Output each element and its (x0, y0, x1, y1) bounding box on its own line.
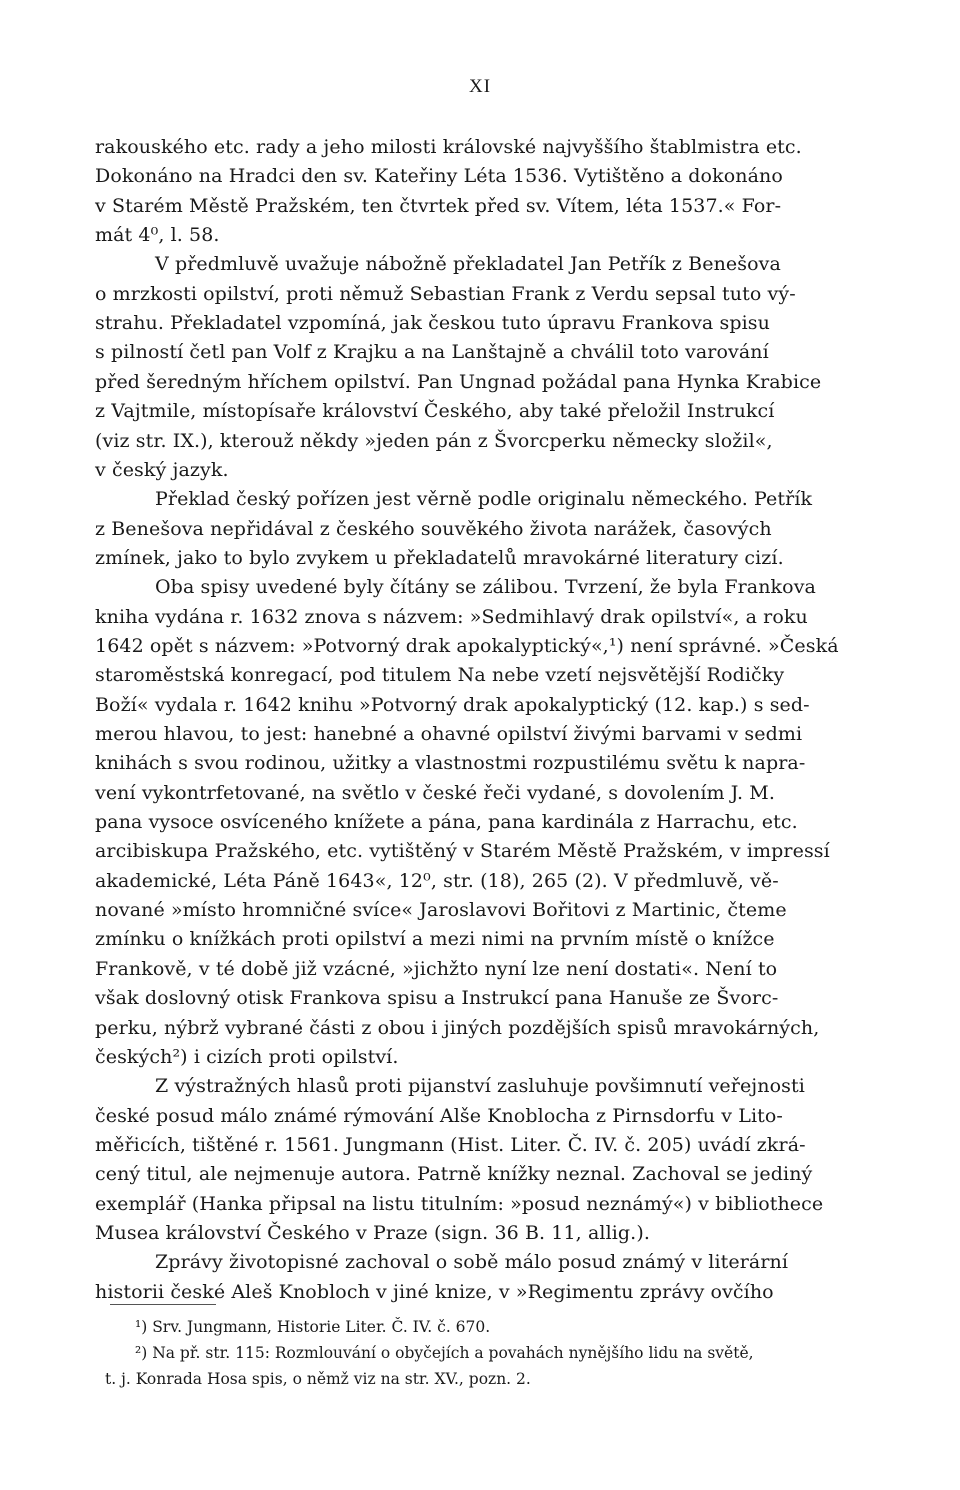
text-line: akademické, Léta Páně 1643«, 12⁰, str. (18), 265 (2). V předmluvě, vě- (95, 870, 779, 892)
text-line: cený titul, ale nejmenuje autora. Patrně knížky neznal. Zachoval se jediný (95, 1163, 813, 1185)
text-line: o mrzkosti opilství, proti němuž Sebastian Frank z Verdu sepsal tuto vý- (95, 283, 796, 305)
footnote-line: ²) Na př. str. 115: Rozmlouvání o obyčejích a povahách nynějšího lidu na světě, (135, 1344, 754, 1362)
text-line: zmínek, jako to bylo zvykem u překladatelů mravokárné literatury cizí. (95, 547, 784, 569)
text-line: knihách s svou rodinou, užitky a vlastnostmi rozpustilému světu k naprа- (95, 752, 806, 774)
text-line: vení vykontrfetované, na světlo v české řeči vydané, s dovolením J. M. (95, 782, 775, 804)
text-line: perku, nýbrž vybrané části z obou i jiných pozdějších spisů mravokárných, (95, 1017, 820, 1039)
text-line: exemplář (Hanka připsal na listu titulním: »posud neznámý«) v bibliothece (95, 1193, 824, 1215)
footnote-separator (110, 1304, 216, 1305)
text-line: Dokonáno na Hradci den sv. Kateřiny Léta 1536. Vytištěno a dokonáno (95, 165, 783, 187)
text-line: zmínku o knížkách proti opilství a mezi nimi na prvním místě o knížce (95, 928, 775, 950)
text-line: Frankově, v té době již vzácné, »jichžto nyní lze není dostati«. Není to (95, 958, 778, 980)
text-line: před šeredným hříchem opilství. Pan Ungnad požádal pana Hynka Krabice (95, 371, 822, 393)
text-line: V předmluvě uvažuje nábožně překladatel Jan Petřík z Benešova (155, 253, 781, 275)
text-line: měřicích, tištěné r. 1561. Jungmann (Hist. Liter. Č. IV. č. 205) uvádí zkrá- (95, 1134, 806, 1156)
text-line: Boží« vydala r. 1642 knihu »Potvorný drak apokalyptický (12. kap.) s sed- (95, 694, 810, 716)
text-line: české posud málo známé rýmování Alše Knoblocha z Pirnsdorfu v Lito- (95, 1105, 783, 1127)
footnote-line: ¹) Srv. Jungmann, Historie Liter. Č. IV. č. 670. (135, 1318, 491, 1336)
text-line: v Starém Městě Pražském, ten čtvrtek před sv. Vítem, léta 1537.« For- (95, 195, 782, 217)
text-line: rakouského etc. rady a jeho milosti královské najvyššího štablmistra etc. (95, 136, 802, 158)
text-line: z Benešova nepřidával z českého souvěkého života narážek, časových (95, 518, 772, 540)
text-line: s pilností četl pan Volf z Krajku a na Lanštajně a chválil toto varování (95, 341, 769, 363)
text-line: mát 4⁰, l. 58. (95, 224, 220, 246)
text-line: Oba spisy uvedené byly čítány se zálibou. Tvrzení, že byla Frankova (155, 576, 816, 598)
text-line: strahu. Překladatel vzpomíná, jak českou tuto úpravu Frankova spisu (95, 312, 770, 334)
text-line: pana vysoce osvíceného knížete a pána, pana kardinála z Harrachu, etc. (95, 811, 798, 833)
text-line: nované »místo hromničné svíce« Jaroslavovi Bořitovi z Martinic, čteme (95, 899, 787, 921)
text-line: však doslovný otisk Frankova spisu a Instrukcí pana Hanuše ze Švorc- (95, 987, 779, 1009)
text-line: historii české Aleš Knobloch v jiné knize, v »Regimentu zprávy ovčího (95, 1281, 774, 1303)
text-line: kniha vydána r. 1632 znova s názvem: »Sedmihlavý drak opilství«, a roku (95, 606, 808, 628)
text-line: Překlad český pořízen jest věrně podle originalu německého. Petřík (155, 488, 813, 510)
text-line: staroměstská konregací, pod titulem Na nebe vzetí nejsvětější Rodičky (95, 664, 785, 686)
text-line: Zprávy životopisné zachoval o sobě málo posud známý v literární (155, 1251, 789, 1273)
text-line: Musea království Českého v Praze (sign. 36 B. 11, allig.). (95, 1222, 650, 1244)
text-line: českých²) i cizích proti opilství. (95, 1046, 399, 1068)
page-number: XI (468, 76, 492, 97)
text-line: merou hlavou, to jest: hanebné a ohavné opilství živými barvami v sedmi (95, 723, 803, 745)
text-line: v český jazyk. (95, 459, 229, 481)
text-line: 1642 opět s názvem: »Potvorný drak apokalyptický«,¹) není správné. »Česká (95, 635, 839, 657)
text-line: z Vajtmile, místopísaře království Českého, aby také přeložil Instrukcí (95, 400, 775, 422)
text-line: arcibiskupa Pražského, etc. vytištěný v Starém Městě Pražském, v impressí (95, 840, 830, 862)
text-line: Z výstražných hlasů proti pijanství zasluhuje povšimnutí veřejnosti (155, 1075, 805, 1097)
footnote-line: t. j. Konrada Hosa spis, o němž viz na str. XV., pozn. 2. (105, 1370, 531, 1388)
text-line: (viz str. IX.), kterouž někdy »jeden pán z Švorcperku německy složil«, (95, 430, 773, 452)
